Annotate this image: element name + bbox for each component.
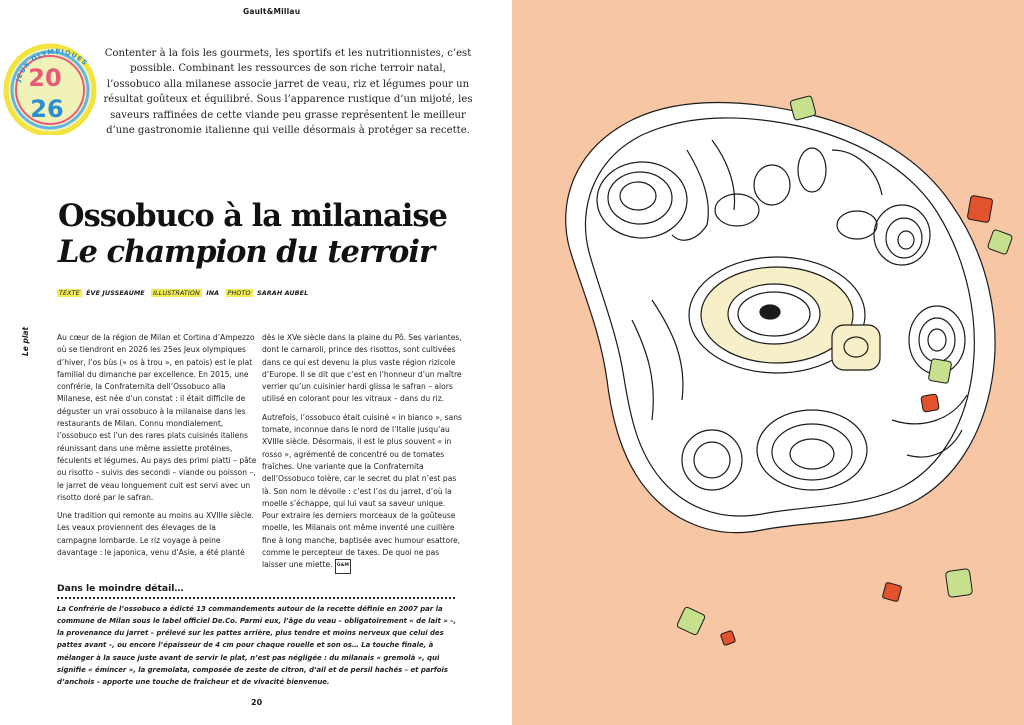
sidebar-divider: [57, 597, 457, 599]
logo-ring-text: JEUX OLYMPIQUES: [14, 47, 90, 83]
detail-sidebar: [57, 583, 457, 689]
ossobuco-illustration: [512, 0, 1024, 725]
credit-illustration-name: INA: [206, 289, 220, 297]
sidebar-title: Dans le moindre détail…: [57, 583, 184, 594]
headline: [58, 198, 478, 270]
logo-year-top: 20: [28, 64, 62, 92]
headline-title: Ossobuco à la milanaise: [58, 198, 447, 234]
olympic-2026-logo: [0, 20, 100, 135]
section-label: Le plat: [21, 326, 30, 356]
column2-paragraph-1: dès le XVe siècle dans la plaine du Pô. Ses variantes, dont le carnaroli, prince des risottos, sont cultivées dans ce qui est devenu la plus vaste région rizicole d’Europe. Il se dit que c’est en l’honneur d’un maître verrier qu’un cuisinier hardi glissa le safran – alors utilisé en colorant pour les vitraux – dans du riz.: [262, 333, 462, 404]
illustration-page: [512, 0, 1024, 725]
credit-photo-name: SARAH AUBEL: [257, 289, 309, 297]
credit-text-name: ÈVE JUSSEAUME: [86, 289, 145, 297]
intro-paragraph: Contenter à la fois les gourmets, les sportifs et les nutritionnistes, c’est possible. Combinant les ressources de son riche terroir natal, l’ossobuco alla milanese associe jarret de veau, riz et légumes pour un résultat goûteux et équilibré. Sous l’apparence rustique d’un mijoté, les saveurs raffinées de cette viande peu grasse représentent le meilleur d’une gastronomie italienne qui veille désormais à protéger sa recette.: [103, 48, 473, 137]
column2-paragraph-2-text: Autrefois, l’ossobuco était cuisiné « in bianco », sans tomate, inconnue dans le nord de l’Italie jusqu’au XVIIIe siècle. Désormais, il est le plus souvent « in rosso », agrémenté de concentré ou de tomates fraîches. Une variante que la Confraternita dell’Ossobuco tolère, car le secret du plat n’est pas là. Son nom le dévoile : c’est l’os du jarret, d’où la moelle s’échappe, qui lui vaut sa saveur unique. Pour extraire les derniers morceaux de la goûteuse moelle, les Milanais ont même inventé une cuillère fine à long manche, baptisée avec humour esattore, comme le percepteur de taxes. De quoi ne pas laisser une miette.: [262, 412, 462, 570]
magazine-name: Gault&Millau: [243, 7, 301, 16]
column1-paragraph-2: Une tradition qui remonte au moins au XVIIIe siècle. Les veaux proviennent des élevages de la campagne lombarde. Le riz voyage à peine davantage : le japonica, venu d’Asie, a été planté: [57, 511, 254, 558]
column2-paragraph-2: [262, 412, 462, 574]
credit-text-label: TEXTE: [59, 289, 80, 297]
article-column-1: [57, 332, 257, 565]
credits: [57, 289, 312, 297]
sidebar-text: La Confrérie de l’ossobuco a édicté 13 commandements autour de la recette définie en 2007 par la commune de Milan sous le label officiel De.Co. Parmi eux, l’âge du veau – obligatoirement « de lait » –, la provenance du jarret – prélevé sur les pattes arrière, plus tendre et moins nerveux que celui des pattes avant –, ou encore l’épaisseur de 4 cm pour chaque rouelle et son os… La touche finale, à mélanger à la sauce juste avant de servir le plat, n’est pas négligée : du milanais « gremolà », qui signifie « émincer », la gremolata, composée de zeste de citron, d’ail et de persil hachés – et parfois d’anchois – apporte une touche de fraîcheur et de vivacité bienvenue.: [57, 604, 457, 687]
ossobuco-drawing: [566, 103, 995, 533]
headline-subtitle: Le champion du terroir: [58, 234, 435, 270]
column1-paragraph-1: Au cœur de la région de Milan et Cortina d’Ampezzo où se tiendront en 2026 les 25es Jeux olympiques d’hiver, l’os bùs (« os à trou », en patois) est le plat familial du dimanche par excellence. En 2015, une confrérie, la Confraternita dell’Ossobuco alla Milanese, est née d’un constat : il était difficile de déguster un vrai ossobuco à la milanaise dans les restaurants de Milan. Connu mondialement, l’ossobuco est l’un des rares plats cuisinés italiens réunissant dans une même assiette protéines, féculents et légumes. Au pays des primi piatti – pâte ou risotto – suivis des secondi – viande ou poisson –, le jarret de veau longuement cuit est servi avec un risotto doré par le safran.: [57, 333, 257, 502]
page-number: 20: [251, 698, 263, 707]
end-mark: G&M: [335, 559, 351, 573]
logo-year-bottom: 26: [30, 95, 64, 123]
credit-illustration-label: ILLUSTRATION: [153, 289, 200, 297]
article-column-2: [262, 332, 462, 580]
credit-photo-label: PHOTO: [227, 289, 251, 297]
